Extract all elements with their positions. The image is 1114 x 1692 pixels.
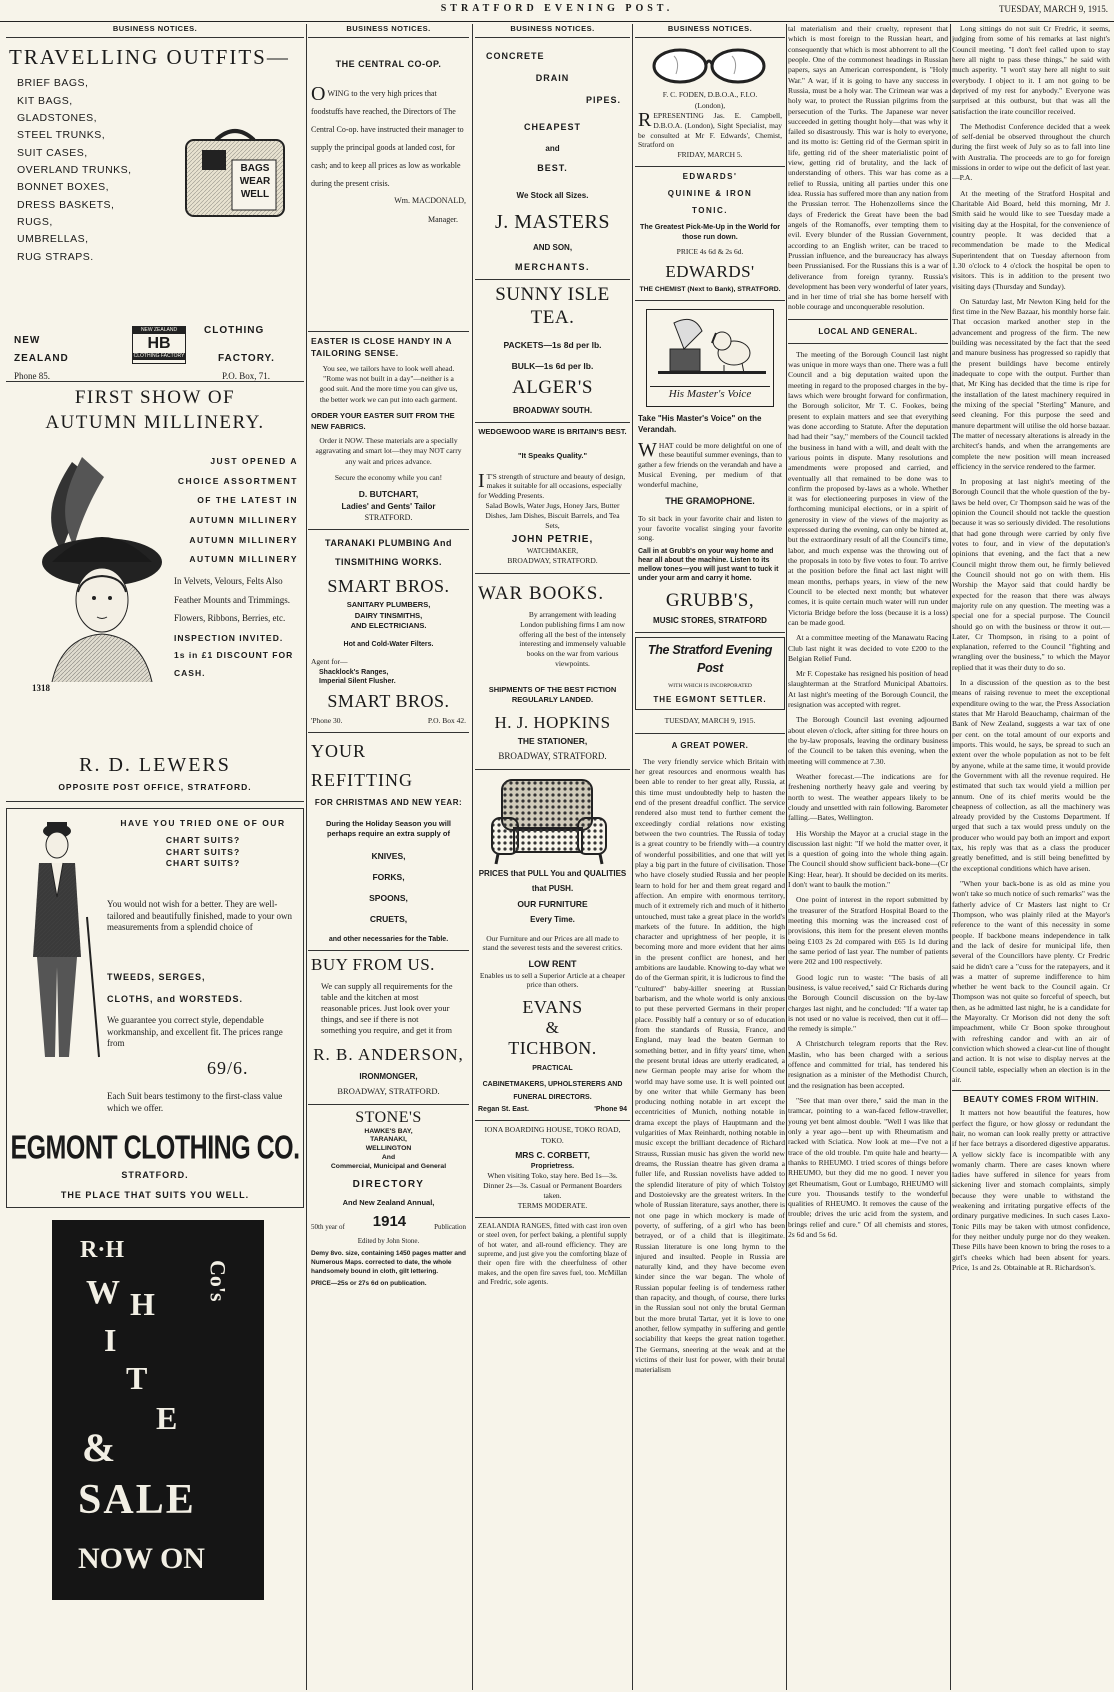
bag-label-line: WELL	[240, 189, 270, 201]
hb-logo	[132, 326, 186, 364]
ad-line: PIPES.	[585, 94, 621, 105]
column-rule	[632, 24, 633, 1690]
issue-date: TUESDAY, MARCH 9, 1915.	[998, 4, 1108, 14]
ad-year-pre: 50th year of	[311, 1222, 345, 1231]
ad-quote: "It Speaks Quality."	[517, 451, 588, 461]
egmont-clothing-ad	[6, 808, 304, 1208]
news-item: At the meeting of the Stratford Hospital and Charitable Aid Board, held this morning, Mr J. Smith said he would like to see Tuesday made a visiting day at the Hospital, for the convenience of country people. It was decided that a recommendation be made to the Medical Superintendent that on Tuesday afternoon from 1.30 o'clock to 4 o'clock the hospital be open to visitors. This is in addition to the present two visiting days (Thursday and Sunday).	[952, 188, 1110, 291]
ad-line: QUININE & IRON	[667, 189, 753, 199]
ad-line: WELLINGTON	[365, 1145, 412, 1153]
ad-title: YOUR REFITTING	[311, 740, 413, 790]
ad-letter: Co's	[205, 1260, 231, 1302]
list-item: KIT BAGS,	[17, 94, 73, 107]
masthead	[0, 0, 1114, 22]
list-item: GLADSTONES,	[17, 112, 97, 125]
company-name: EGMONT CLOTHING CO.	[10, 1129, 300, 1168]
ad-flusher: Imperial Silent Flusher.	[319, 678, 396, 686]
phone-number: 'Phone 94	[594, 1105, 627, 1113]
ad-sale: SALE	[78, 1477, 196, 1524]
spectacles-illustration	[638, 46, 780, 86]
bag-label-line: WEAR	[239, 176, 271, 188]
news-item: The Methodist Conference decided that a week of self-denial be observed throughout the church during the first week of July so as to fall into line with Australia. The proceeds are to go for foreign missions in order to wipe out the deficit of last year.—P.A.	[952, 121, 1110, 183]
clothing-label: CLOTHING	[204, 325, 265, 337]
merchant-name: D. BUTCHART,	[358, 489, 419, 500]
ad-line: SANITARY PLUMBERS,	[346, 600, 431, 610]
stones-directory-ad	[308, 1105, 469, 1294]
gentleman-illustration	[11, 817, 103, 1067]
ad-title: IONA BOARDING HOUSE, TOKO ROAD, TOKO.	[484, 1125, 621, 1145]
ad-title: STONE'S	[355, 1109, 422, 1127]
ad-body: When visiting Toko, stay here. Bed 1s—3s. Dinner 2s—3s. Casual or Permanent Boarders taken.	[483, 1171, 622, 1200]
ad-body: IT'S strength of structure and beauty of design, makes it suitable for all occasions, especially for Wedding Presents.	[478, 469, 626, 501]
ad-price: PRICE 4s 6d & 2s 6d.	[676, 247, 744, 257]
lady-hat-illustration	[12, 452, 172, 682]
ad-body: You would not wish for a better. They are well-tailored and beautifully finished, made to your own measurements from a splendid choice of	[107, 899, 292, 933]
ad-line: TARANAKI,	[370, 1136, 407, 1144]
ad-title: THE CENTRAL CO-OP.	[335, 59, 442, 70]
editorial-date: TUESDAY, MARCH 9, 1915.	[635, 716, 785, 733]
newspaper-title: STRATFORD EVENING POST.	[440, 3, 674, 14]
ad-filters: Hot and Cold-Water Filters.	[343, 640, 434, 648]
section-header: BUSINESS NOTICES.	[6, 24, 304, 38]
news-item: Long sittings do not suit Cr Fredric, it seems, judging from some of his remarks at last night's Council meeting. "I don't feel called upon to stay here all night to pass these things," he said with much asperity. "I won't stay here all night to suit everybody. I object to it. I am not going to be deprived of my rest for anybody." Everyone was surprised at this outburst, but that was all the satisfaction the irate councillor received.	[952, 24, 1110, 116]
ad-body: Our Furniture and our Prices are all made to stand the severest tests and the severest critics.	[482, 933, 623, 952]
ad-letter: &	[82, 1425, 116, 1471]
ad-title: WAR BOOKS.	[478, 582, 605, 604]
merchant-desc: Ladies' and Gents' Tailor	[341, 501, 436, 511]
company-town: STRATFORD.	[121, 1170, 189, 1181]
suitcase-illustration	[176, 120, 294, 220]
merchant-address: BROADWAY SOUTH.	[512, 405, 593, 415]
evans-tichbon-ad	[475, 770, 630, 1121]
list-item: RUGS,	[17, 215, 53, 228]
ad-line: MERCHANTS.	[515, 261, 590, 272]
optician-location: (London),	[694, 100, 726, 110]
ad-rent-body: Enables us to sell a Superior Article at a cheaper price than others.	[479, 970, 626, 990]
merchant-town: STRATFORD.	[364, 512, 413, 522]
ad-line: CHART SUITS?	[165, 857, 241, 868]
section-heading: LOCAL AND GENERAL.	[818, 326, 918, 336]
merchant-trade: THE STATIONER,	[517, 735, 588, 746]
logo-top: NEW ZEALAND	[133, 327, 185, 334]
ad-title: FIRST SHOW OF AUTUMN MILLINERY.	[45, 387, 265, 434]
millinery-ad	[6, 382, 304, 802]
news-item: In proposing at last night's meeting of the Borough Council that the whole question of the by-laws be held over, Cr Thompson said he was of the opinion the Council should not tackle the question because it was so seriously divided. The resolutions that had gone through were carried by only five votes to four, and in view of the deputation's opinions that evening, and the fact that a new Council might throw them out, he firmly believed the Council should not go on with them. His Worship the Mayor said that could hardly be expected for the reason that there was always majority rule on any question. The meeting was a special one for a special purpose. The Council should go on with the business or throw it out.—Later, Cr Thompson, in rising to a point of explanation, referred to the Council "fighting and wrangling over the business," to which the Mayor replied that it was their duty to do so.	[952, 477, 1110, 672]
merchant-name-1: EVANS	[522, 997, 583, 1018]
butchart-tailor-ad	[308, 332, 469, 530]
paper-title: The Stratford Evening Post	[647, 643, 773, 675]
grubbs-gramophone-ad	[635, 301, 785, 633]
factory-label: FACTORY.	[218, 353, 275, 365]
ad-items: Salad Bowls, Water Jugs, Honey Jars, Butter Dishes, Jam Dishes, Biscuit Barrels, and Tea Sets,	[485, 501, 620, 531]
ad-subtitle: FOR CHRISTMAS AND NEW YEAR:	[314, 798, 463, 808]
ad-line: BEST.	[537, 162, 568, 173]
ad-now-on: NOW ON	[78, 1542, 205, 1576]
ad-body-2: Order it NOW. These materials are a specially aggravating and smart lot—they may NOT carry any wait and prices advance.	[315, 435, 462, 466]
ad-price: 69/6.	[207, 1058, 249, 1079]
refitting-ad	[308, 733, 469, 951]
merchant-name: R. B. ANDERSON,	[313, 1044, 464, 1064]
ad-body: You see, we tailors have to look well ahead. "Rome was not built in a day"—neither is a good suit. And the more time you can give us, the better work we can put into each garment.	[319, 363, 458, 404]
section-heading: BEAUTY COMES FROM WITHIN.	[963, 1095, 1099, 1105]
column-3	[475, 24, 630, 1690]
merchant-name: SMART BROS.	[327, 575, 450, 596]
ad-price-1: PACKETS—1s 8d per lb.	[503, 339, 602, 350]
merchant-name: JOHN PETRIE,	[511, 533, 594, 545]
ad-title: TARANAKI PLUMBING And TINSMITHING WORKS.	[325, 538, 452, 567]
news-item: "See that man over there," said the man in the tramcar, pointing to a wan-faced fellow-traveller, young yet bent almost double. "Well I was like that only a year ago—bent up with Rheumatism and racked with Sciatica. Now look at me—I've not a trace of the old trouble. I'm quite hale and hearty—thanks to RHEUMO. I tried scores of things before RHEUMO, but they did me no good. I never you get Rheumatism, Gout or Lumbago, RHEUMO will cure you. Thousands testify to the wonderful qualities of RHEUMO. It removes the cause of the trouble; drives the uric acid from the system, and brings relief and cure." Of all chemists and stores, 2s 6d and 5s 6d.	[788, 1096, 948, 1240]
list-item: BRIEF BAGS,	[17, 77, 89, 90]
ad-line: and	[545, 143, 560, 153]
ad-body: REPRESENTING Jas. E. Campbell, D.B.O.A. (London), Sight Specialist, may be consulted at Mr F. Edwards', Chemist, Stratford on	[638, 109, 782, 150]
ad-line: And	[381, 1154, 396, 1162]
news-item: It matters not how beautiful the features, how perfect the figure, or how glossy or redundant the hair, no woman can look really pretty or attractive if her face betrays a disordered digestive apparatus. A yellow sickly face is incompatible with any womanly charm. There are cases known where ladies have suffered in silence for years from sickening liver and stomach complaints, simply because they were unable to withstand the weakening and irritating purgative effects of the ordinary purgative medicines. In such cases Laxo-Tonic Pills may be taken with utmost confidence, for they neither unduly purge nor do they weaken. These Pills have been known to bring the roses to a girl's cheeks which had been absent for years. Price, 1s and 2s. Obtainable at R. Richardson's.	[952, 1108, 1110, 1272]
paper-settler: THE EGMONT SETTLER.	[653, 695, 767, 705]
merchant-name: R. D. LEWERS	[79, 754, 231, 777]
ad-line: CHOICE ASSORTMENT	[177, 475, 298, 486]
ad-line: TONIC.	[692, 206, 728, 216]
news-item: The meeting of the Borough Council last night was unique in more ways than one. There was a full Council and a big deputation waited upon the meeting in regard to the proposed charges in the by-laws which were brought forward for confirmation, the Borough solicitor, Mr T. C. Fookes, being present to explain matters and see that everything was done according to Statute. After the deputation had had their "say," members of the Council tackled the business in hand with a will, and dealt with the various points in dispute. Many resolutions and amendments were proposed and carried, and eventually all that remained to be done was to confirm the proposed by-laws as a whole. Whether it was for electioneering purposes in view of the forthcoming municipal elections, or in a spirit of generosity in view of the views of the majority as expressed during the evening, can only be hinted at, but the extraordinary result of all the Council's time, labor, and much expense was the throwing out of the proposals in toto by five votes to four. To arrive at the position before the final act last night will mean months, perhaps years, in view of the new Council to be elected next month; but whatever comes, it is quite certain much water will run under Victoria Bridge before the loss (because it is a loss) can be made good.	[788, 349, 948, 627]
ad-body: In Velvets, Velours, Felts Also Feather Mounts and Trimmings. Flowers, Ribbons, Berries, etc.	[174, 575, 291, 624]
ad-line: CHEAPEST	[523, 122, 581, 133]
ad-letter: H	[130, 1286, 155, 1323]
logo-bottom: CLOTHING FACTORY	[133, 353, 185, 360]
ad-line: We Stock all Sizes.	[516, 190, 589, 200]
merchant-address: MUSIC STORES, STRATFORD	[653, 616, 767, 626]
bag-label-line: BAGS	[240, 163, 270, 175]
ad-tagline: The Greatest Pick-Me-Up in the World for those run down.	[639, 222, 781, 241]
new-label: NEW	[14, 335, 41, 347]
ad-body: During the Holiday Season you will perhaps require an extra supply of	[325, 818, 452, 839]
iona-boarding-ad	[475, 1121, 630, 1218]
ad-line: AUTUMN MILLINERY	[189, 534, 298, 545]
news-item: One point of interest in the report submitted by the treasurer of the Stratford Hospital Board to the meeting this morning was the increased cost of provisions, this item for the present eleven months being £103 2s 2d compared with £65 1s 1d during the same period of last year. The number of patients were 202 and 100 respectively.	[788, 895, 948, 967]
news-item: His Worship the Mayor at a crucial stage in the discussion last night: "If we hold the matter over, it is a question of going into the whole thing again. The Council should show sufficient back-bone—(Cr King: Hear, hear). It should be decided on its merits. I don't want to baulk the motion."	[788, 828, 948, 890]
ad-line: AUTUMN MILLINERY	[189, 514, 298, 525]
ad-tweeds: TWEEDS, SERGES,	[107, 972, 206, 983]
ad-date: FRIDAY, MARCH 5.	[677, 150, 743, 160]
ad-product: THE GRAMOPHONE.	[665, 496, 755, 507]
smart-bros-ad	[308, 530, 469, 733]
merchant-practical: PRACTICAL	[532, 1065, 573, 1073]
column-4	[635, 24, 785, 1690]
ad-body: Demy 8vo. size, containing 1450 pages matter and Numerous Maps. corrected to date, the whole handsomely bound in cloth, gilt lettering.	[311, 1250, 466, 1275]
ad-letter: R·H	[80, 1237, 125, 1264]
optician-name: F. C. FODEN, D.B.O.A., F.I.O.	[662, 90, 758, 100]
white-sale-ad	[52, 1220, 264, 1600]
merchant-address: THE CHEMIST (Next to Bank), STRATFORD.	[639, 286, 781, 294]
ad-body-3: Each Suit bears testimony to the first-class value which we offer.	[107, 1091, 283, 1113]
ad-line: AND SON,	[532, 242, 573, 252]
ad-line: DAIRY TINSMITHS,	[354, 610, 423, 620]
anderson-ad	[308, 951, 469, 1105]
ad-line: KNIVES,	[371, 850, 406, 861]
merchant-address: Regan St. East.	[478, 1105, 529, 1113]
merchant-name-2: SMART BROS.	[327, 690, 450, 711]
hmv-logo	[646, 309, 774, 406]
news-item: "When your back-bone is as old as mine you won't take so much notice of such remarks" was the fatherly advice of Cr Masters last night to Cr Thompson, who was plainly riled at the Mayor's reference to the want of this necessity in some people. If backbone means independence in talk and the lack of desire for municipal life, then several of the Councillors have plenty. Cr Fredric said he didn't care a "cuss for the ratepayers, and it was a matter of supreme indifference to him whether he went back to the Council again. Cr Thompson was not quite so forceful of speech, but then, as he admitted last night, he is a candidate for the Mayoralty. Cr Morison did not deny the soft impeachment, while Cr Boon spoke throughout with refreshing candor and with an air of conviction which showed a clear-cut line of thought and action. It is not wise to display nerves at the Council table, especially when an election is in the air.	[952, 879, 1110, 1084]
po-box: P.O. Box, 71.	[222, 371, 271, 382]
ad-title: EASTER IS CLOSE HANDY IN A TAILORING SENSE.	[311, 336, 452, 359]
ad-year-post: Publication	[434, 1222, 466, 1231]
ad-body-2: We guarantee you correct style, dependable workmanship, and excellent fit. The prices range from	[107, 1015, 283, 1049]
list-item: SUIT CASES,	[17, 146, 88, 159]
ad-cloths: CLOTHS, and WORSTEDS.	[107, 994, 244, 1005]
merchant-name: ALGER'S	[512, 377, 593, 398]
section-header: BUSINESS NOTICES.	[475, 24, 630, 38]
ad-title: EDWARDS'	[682, 172, 738, 182]
ad-line: CONCRETE	[486, 51, 545, 62]
ad-directory: DIRECTORY	[352, 1178, 425, 1190]
company-tagline: THE PLACE THAT SUITS YOU WELL.	[60, 1190, 250, 1201]
column-1	[6, 24, 304, 1690]
ad-rent-title: LOW RENT	[528, 959, 577, 970]
merchant-trade: WATCHMAKER,	[526, 546, 579, 555]
list-item: RUG STRAPS.	[17, 250, 94, 263]
ad-line: DRAIN	[535, 72, 570, 83]
paper-with: WITH WHICH IS INCORPORATED	[668, 682, 752, 689]
ad-shipments: SHIPMENTS OF THE BEST FICTION REGULARLY LANDED.	[488, 684, 617, 704]
ad-title: WEDGEWOOD WARE IS BRITAIN'S BEST.	[478, 426, 627, 436]
column-6	[952, 24, 1110, 1690]
ad-line: CHART SUITS?	[165, 835, 241, 846]
phone-number: 'Phone 30.	[311, 715, 343, 725]
central-coop-ad	[308, 42, 469, 332]
merchant-address: BROADWAY, STRATFORD.	[507, 556, 598, 566]
merchant-name: EDWARDS'	[665, 261, 755, 281]
news-item: A Christchurch telegram reports that the Rev. Maslin, who has been charged with a serious offence and committed for trial, has tendered his resignation as a minister of the Methodist Church, and the resignation has been accepted.	[788, 1039, 948, 1090]
list-item: DRESS BASKETS,	[17, 198, 115, 211]
ad-subtitle: OUR FURNITURE	[517, 899, 588, 910]
proprietor-role: Proprietress.	[530, 1162, 575, 1170]
millinery-text	[174, 452, 298, 683]
ad-body: OWING to the very high prices that foodstuffs have reached, the Directors of The Central Co-op. have instructed their manager to supply the principal goods at landed cost, for cash; and to keep all prices as low as workable during the present crisis.	[311, 82, 464, 188]
news-item: In a discussion of the question as to the best means of raising revenue to meet the exceptional expenditure owing to the war, the Press Association states that Mr Harold Beauchamp, chairman of the Bank of New Zealand, suggests a war tax of one per cent. on the total amount of our exports and imports. This would, he says, be spread to such an extent over the whole population as not to be felt by anyone, while at the same time, it would provide the Government with all the revenue required. He estimated that such tax would yield a million per annum. One of its chief merits would be the cheapness of collection, as all the machinery was already provided by the Customs Department. If urged that such a tax would press unduly on the producer who would pay both an import and export tax, his reply was that as a class the producer greatly benefitted, and is still being benefitted by the exceptional conditions which have arisen.	[952, 678, 1110, 873]
tea-ad	[475, 280, 630, 423]
news-item: At a committee meeting of the Manawatu Racing Club last night it was decided to vote £200 to the Belgian Relief Fund.	[788, 633, 948, 663]
ad-question: HAVE YOU TRIED ONE OF OUR	[120, 818, 286, 829]
ad-body: WHAT could be more delightful on one of these beautiful summer evenings, than to gather a few friends on the verandah and have a Musical Evening, per medium of that wonderful machine,	[638, 438, 782, 489]
list-item: STEEL TRUNKS,	[17, 129, 106, 142]
petrie-ad	[475, 423, 630, 574]
ad-call: Call in at Grubb's on your way home and hear all about the machine. Listen to its mellow tones—you will just want to tuck it under your arm and carry it home.	[638, 548, 779, 583]
ad-line: AUTUMN MILLINERY	[189, 554, 298, 565]
merchant-address: BROADWAY, STRATFORD.	[498, 751, 607, 762]
ad-title-2: ORDER YOUR EASTER SUIT FROM THE NEW FABRICS.	[311, 411, 455, 431]
ad-body: By arrangement with leading London publishing firms I am now offering all the best of the intensely interesting and immensely valuable books on the war from various viewpoints.	[519, 610, 626, 668]
section-heading-box	[952, 1090, 1110, 1105]
news-item: Weather forecast.—The indications are for freshening northerly heavy gale and veering by north to west. The weather appears likely to be cloudy and unsettled with rain following. Barometer falling.—Bates, Wellington.	[788, 771, 948, 823]
ad-body-2: To sit back in your favorite chair and listen to your favorite vocalist singing your favorite song.	[638, 513, 782, 543]
news-item: On Saturday last, Mr Newton King held for the first time in the New Bazaar, his monthly horse fair. That occasion marked another step in the advancement and progress of the firm. The new building was necessitated by the fact that the seed and manure business has progressed so rapidly that the present buildings have become entirely inadequate to cope with the output. Further than that, Mr King has decided that the time is ripe for the installation of the latest machinery required in the mixing of the special "Sterling" Manure, and seed cleaning. For this purpose the seed and manure department will utilise the old horse bazaar. The matter of necessary alterations is already in the architect's hands, and when the arrangements are complete the new position will mean increased efficiency in the service rendered to the farmer.	[952, 296, 1110, 471]
ad-body: We can supply all requirements for the table and the kitchen at most reasonable prices. Just look over your things, and see if there is not something you require, and get it from	[321, 980, 453, 1035]
foden-ad	[635, 42, 785, 167]
news-item: Mr F. Copestake has resigned his position of head slaughterman at the Stratford Municipal Abattoirs. At last night's meeting of the Borough Council, the resignation was accepted with regret.	[788, 669, 948, 710]
article-title: A GREAT POWER.	[671, 740, 749, 750]
merchant-address: OPPOSITE POST OFFICE, STRATFORD.	[58, 782, 252, 793]
ad-title: SUNNY ISLE TEA.	[495, 283, 610, 328]
ad-editor: Edited by John Stone.	[357, 1236, 420, 1245]
ad-invite: INSPECTION INVITED.	[174, 633, 284, 644]
list-item: OVERLAND TRUNKS,	[17, 164, 132, 176]
ad-tagline: Every Time.	[530, 915, 575, 925]
ad-title: BUY FROM US.	[311, 955, 435, 975]
ad-letter: I	[104, 1322, 117, 1359]
ad-signature: Wm. MACDONALD,	[394, 195, 466, 205]
section-header: BUSINESS NOTICES.	[635, 24, 785, 38]
ad-terms: TERMS MODERATE.	[517, 1200, 588, 1210]
merchant-trade: IRONMONGER,	[359, 1072, 418, 1082]
logo-mid: HB	[147, 335, 171, 353]
hopkins-ad	[475, 574, 630, 770]
merchant-name: GRUBB'S,	[665, 589, 755, 611]
merchant-name-2: TICHBON.	[508, 1037, 597, 1058]
masters-ad	[475, 42, 630, 280]
news-item: Good logic run to waste: "The basis of all business, is value received," said Cr Richards during the Borough Council discussion on the by-law charges last night, and he concluded: "If a water tap is not used or no value is received, then cut it off—the remedy is simple."	[788, 972, 948, 1034]
edwards-tonic-ad	[635, 167, 785, 301]
ad-role: Manager.	[428, 214, 458, 224]
column-rule	[472, 24, 473, 1690]
egmont-text	[109, 815, 297, 868]
list-item: UMBRELLAS,	[17, 233, 89, 246]
column-rule	[950, 24, 951, 1690]
ad-line: AND ELECTRICIANS.	[350, 621, 427, 631]
ad-agent: Agent for—	[311, 657, 348, 667]
merchant-name: H. J. HOPKINS	[494, 713, 611, 733]
merchant-name: J. MASTERS	[494, 210, 611, 233]
article-body: The very friendly service which Britain with her great resources and enormous wealth has been able to render to her great ally, Russia, at this time must undoubtedly help to hasten the end of the present dreadful conflict. The service rendered also must tend to further cement the exceedingly cordial relations now existing between the two countries. The Russia of today is a great country to be friendly with—a country of wonderful possibilities, and one that will yet play a big part in the future of civilisation. Those who have closely studied Russia and her people learn to hold for her and them great regard and affection. An empire with enormous territory, much of it extremely rich and much of it hitherto untouched, must take a great place in the world's markets of the future. In addition, the high character and uprightness of her people, it is becoming more and more evident that her aims in the present conflict are honest, and her ambitions are laudable. Knowing to-day what we do of the German spirit, it is ludicrous to find the "cultured" baby-killer sneering at Russian barbarism, and the whole world is only anxious to put these perverted Germans in their proper place. Possibly half a century or so of education from the standards of Russia, France, and England, may lead the beaten German to something better, and in fifty years' time, when the present brutal ideas are utterly eradicated, a new German people may arise for whom the world may have some use. It is well pointed out by one writer that while Germany has been producing nothing notable in art except the eccentricities of Munich, nothing notable in drama except the plays of Hauptmann and the vulgarities of Max Reinhardt, nothing notable in music except the brilliant decadence of Richard Strauss, Russian music has given the world new dreams, the Russian theatre has given drama a fuller life, and Russian novelists have added to the splendid literature of pity of which Tolstoy and Dostoievsky are the greatest writers. In the whole of Russian literature, says another, there is not one page in which mockery is made of poverty, of suffering, of a girl who has been betrayed, or of a child that is illegitimate. Russian literature is one long hymn to the injured and insulted. People in Russia are naturally kind, and they have become even kinder since the war began. The whole of Russian popular feeling is of tenderness rather than rapacity, and though, of course, there lurks in the Russian soul not only the brutal German but the more brutal Tartar, yet it is love to one another, fellow sympathy in suffering and gentle sociability that keeps the great nation together. The Germans, sneering at the weak and at the victims of their lust for power, with their brutal materialism	[635, 756, 785, 1375]
ad-title: TRAVELLING OUTFITS—	[9, 45, 290, 70]
ad-line: OF THE LATEST IN	[197, 495, 298, 506]
ad-year: 1914	[372, 1212, 407, 1230]
figure-number: 1318	[32, 683, 50, 694]
column-rule	[786, 24, 787, 1690]
list-item: BONNET BOXES,	[17, 181, 110, 194]
ad-line: Commercial, Municipal and General	[330, 1162, 447, 1170]
ad-take: Take "His Master's Voice" on the Verandah.	[638, 413, 762, 434]
ad-price: PRICE—25s or 27s 6d on publication.	[311, 1279, 427, 1287]
ad-line: CRUETS,	[369, 914, 408, 925]
ad-line: CHART SUITS?	[165, 846, 241, 857]
merchant-amp: &	[545, 1018, 560, 1038]
zealandia-ad: ZEALANDIA RANGES, fitted with cast iron oven or steel oven, for perfect baking, a plentiful supply of hot water, and all-round efficiency. They are supreme, and just give you the comforting blaze of their open fire with the cheerfulness of other makes, and the open fire saves fuel, too. McMillan and Fredric, sole agents.	[478, 1221, 627, 1287]
ad-line: HAWKE'S BAY,	[364, 1127, 413, 1135]
column-rule	[306, 24, 307, 1690]
hmv-caption: His Master's Voice	[650, 386, 770, 402]
editorial-masthead	[635, 637, 785, 710]
travelling-outfits-ad	[6, 42, 304, 382]
merchant-address: BROADWAY, STRATFORD.	[337, 1086, 440, 1097]
merchant-trade: CABINETMAKERS, UPHOLSTERERS AND FUNERAL DIRECTORS.	[482, 1081, 623, 1102]
column-2	[308, 24, 469, 1690]
ad-ranges: Shacklock's Ranges,	[319, 668, 389, 676]
proprietor-name: MRS C. CORBETT,	[515, 1149, 590, 1160]
news-item: The Borough Council last evening adjourned about eleven o'clock, after sitting for three hours on the by-law proposals, leaving the ordinary business of the Council to be taken this evening, when the meeting will commence at 7.30.	[788, 715, 948, 766]
armchair-illustration	[478, 774, 627, 866]
ad-letter: T	[126, 1360, 148, 1397]
phone-number: Phone 85.	[14, 371, 50, 382]
ad-title: PRICES that PULL You and QUALITIES that PUSH.	[478, 868, 627, 894]
ad-letter: E	[156, 1400, 178, 1437]
ad-letter: W	[86, 1274, 120, 1312]
column-5	[788, 24, 948, 1690]
ad-secure: Secure the economy while you can!	[334, 472, 443, 482]
section-heading-box	[788, 319, 948, 344]
ad-price-2: BULK—1s 6d per lb.	[511, 361, 594, 372]
section-header: BUSINESS NOTICES.	[308, 24, 469, 38]
ad-line: SPOONS,	[369, 893, 408, 904]
ad-line: FORKS,	[372, 871, 405, 882]
ad-tail: and other necessaries for the Table.	[328, 935, 449, 943]
zealand-label: ZEALAND	[14, 353, 69, 365]
ad-discount: 1s in £1 DISCOUNT FOR CASH.	[174, 650, 294, 679]
po-box: P.O. Box 42.	[427, 715, 466, 725]
ad-line: JUST OPENED A	[210, 456, 298, 467]
ad-annual: And New Zealand Annual,	[342, 1197, 435, 1207]
article-continued: tal materialism and their cruelty, represent that which is most foreign to the Russian heart, and consequently that which is most abhorrent to all the people. One of the commonest headings in Russian papers, says an American correspondent, is "Holy War." A war, if it is going to have any success in Russia, must be a holy war. The Crimean war was a holy war, to protect the Russian pilgrims from the persecution of the Turks. The Japanese war never succeeded in getting thought holy—that was why it failed so disastrously. This war is holy to everyone, and its motto is: Getting rid of the German spirit in life, getting rid of the sheer materialistic point of view, getting rid of brutality, and the lack of understanding of others. This war has come as a relief to Russia, uniting all parties under this one idea. Russia has suffered more than any nation from the Prussian terror. The Hohenzollerns since the days of Frederick the Great have been the bad angels of the Romanoffs, ever tempting them to evil. Every blunder of the Russian Government, according to an English writer, can be traced to Prussian influence, and the bureaucracy has always been Prussianised. For the Russians this is a war of deliverance from foreign tyranny. Russia's development has been very wonderful of later years, and in her time of trial she has borne herself with noble courage and unconquerable resolution.	[788, 24, 948, 312]
